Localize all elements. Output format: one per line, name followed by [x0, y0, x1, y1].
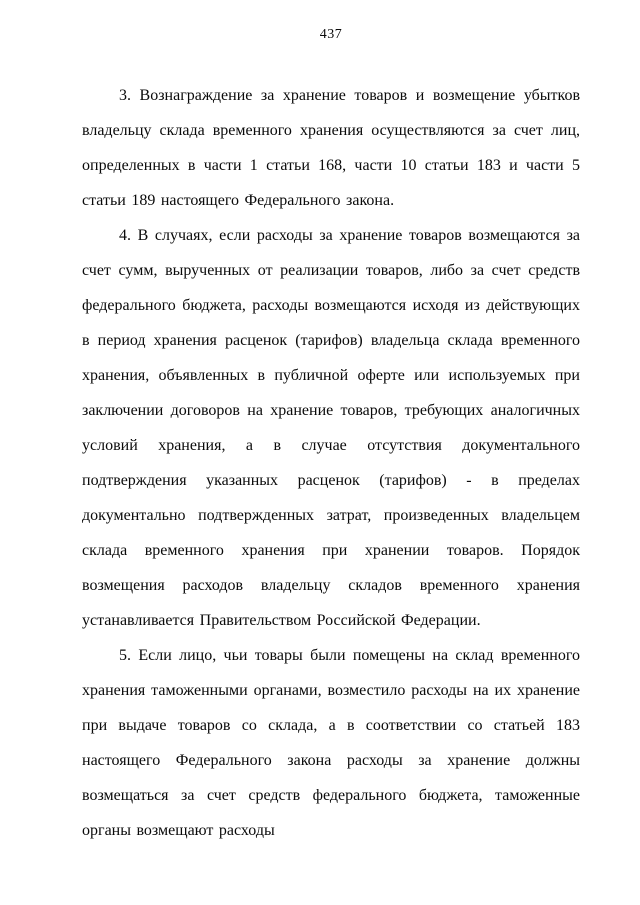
paragraph: 5. Если лицо, чьи товары были помещены на склад временного хранения таможенными органами, возместило расходы на их хранение при выдаче товаров со склада, а в соответствии со статьей 183 настоящего Федерального закона расходы за хранение должны возмещаться за счет средств федерального бюджета, таможенные органы возмещают расходы: [82, 647, 580, 839]
paragraph: 4. В случаях, если расходы за хранение товаров возмещаются за счет сумм, вырученных от реализации товаров, либо за счет средств федерального бюджета, расходы возмещаются исходя из действующих в период хранения расценок (тарифов) владельца склада временного хранения, объявленных в публичной оферте или используемых при заключении договоров на хранение товаров, требующих аналогичных условий хранения, а в случае отсутствия документального подтверждения указанных расценок (тарифов) - в пределах документально подтвержденных затрат, произведенных владельцем склада временного хранения при хранении товаров. Порядок возмещения расходов владельцу складов временного хранения устанавливается Правительством Российской Федерации.: [82, 227, 580, 629]
page-number: 437: [319, 27, 343, 42]
paragraph: 3. Вознаграждение за хранение товаров и возмещение убытков владельцу склада временного хранения осуществляются за счет лиц, определенных в части 1 статьи 168, части 10 статьи 183 и части 5 статьи 189 настоящего Федерального закона.: [82, 87, 580, 209]
document-body: [82, 78, 580, 848]
